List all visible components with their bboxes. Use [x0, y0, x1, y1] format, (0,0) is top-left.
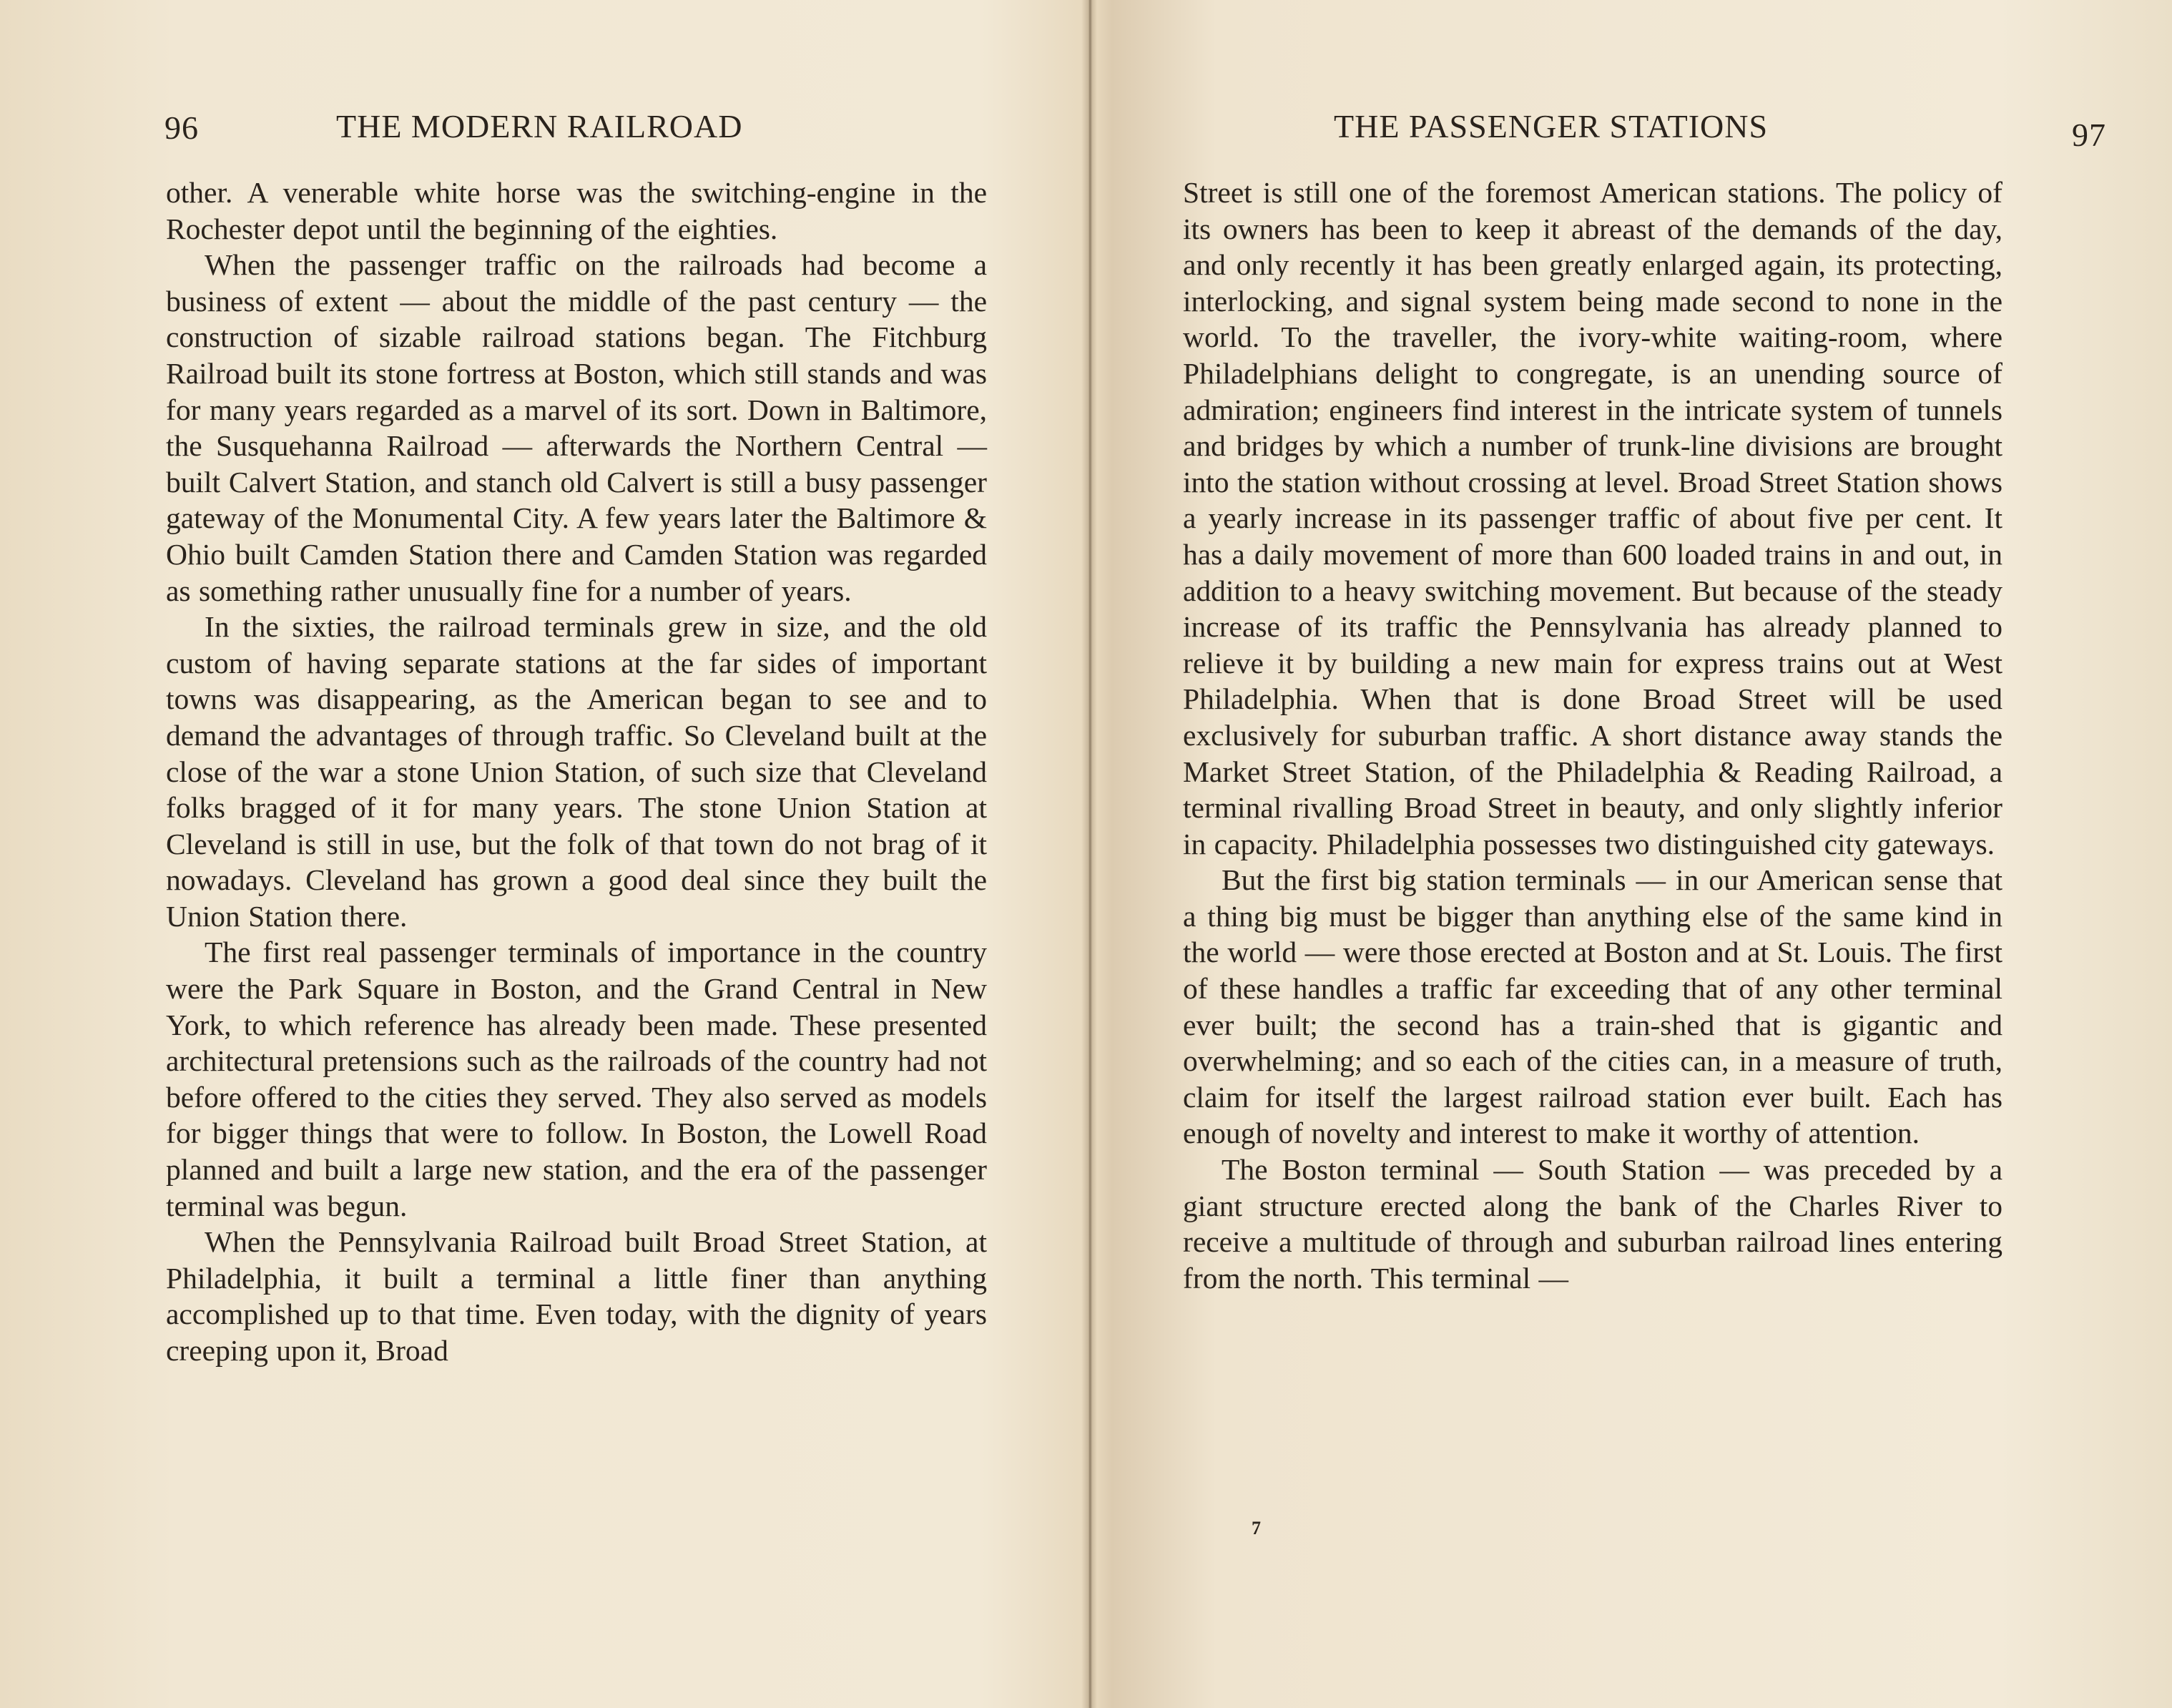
right-page — [1094, 0, 2172, 1708]
left-page — [0, 0, 1083, 1708]
left-paragraph-4: The first real passenger terminals of importance in the country were the Park Square in Boston, and the Grand Central in New York, to which reference has already been made. These presented architectural pretensions such as the railroads of the country had not before offered to the cities they served. They also served as models for bigger things that were to follow. In Boston, the Lowell Road planned and built a large new station, and the era of the passenger terminal was begun. — [166, 936, 987, 1222]
right-paragraph-1: Street is still one of the foremost American stations. The policy of its owners has been to keep it abreast of the demands of the day, and only recently it has been greatly enlarged again, its protecting, interlocking, and signal system being made second to none in the world. To the traveller, the ivory-white waiting-room, where Philadelphians delight to congregate, is an unending source of admiration; engineers find interest in the intricate system of tunnels and bridges by which a number of trunk-line divisions are brought into the station without crossing at level. Broad Street Station shows a yearly increase in its passenger traffic of about five per cent. It has a daily movement of more than 600 loaded trains in and out, in addition to a heavy switching movement. But because of the steady increase of its traffic the Pennsylvania has already planned to relieve it by building a new main for express trains out at West Philadelphia. When that is done Broad Street will be used exclusively for suburban traffic. A short distance away stands the Market Street Station, of the Philadelphia & Reading Railroad, a terminal rivalling Broad Street in beauty, and only slightly inferior in capacity. Philadelphia possesses two distinguished city gateways. — [1183, 176, 2003, 860]
left-paragraph-3: In the sixties, the railroad terminals grew in size, and the old custom of having separate stations at the far sides of important towns was disappearing, as the American began to see and to demand the advantages of through traffic. So Cleveland built at the close of the war a stone Union Station, of such size that Cleveland folks bragged of it for many years. The stone Union Station at Cleveland is still in use, but the folk of that town do not brag of it nowadays. Cleveland has grown a good deal since they built the Union Station there. — [166, 610, 987, 933]
right-page-number: 97 — [2072, 117, 2106, 153]
left-paragraph-5: When the Pennsylvania Railroad built Broad Street Station, at Philadelphia, it built a terminal a little finer than anything accomplished up to that time. Even today, with the dignity of years creeping upon it, Broad — [166, 1225, 987, 1367]
left-running-title: THE MODERN RAILROAD — [336, 108, 743, 144]
left-paragraph-2: When the passenger traffic on the railroads had become a business of extent — about the middle of the past century — the construction of sizable railroad stations began. The Fitchburg Railroad built its stone fortress at Boston, which still stands and was for many years regarded as a marvel of its sort. Down in Baltimore, the Susquehanna Railroad — afterwards the Northern Central — built Calvert Station, and stanch old Calvert is still a busy passenger gateway of the Monumental City. A few years later the Baltimore & Ohio built Camden Station there and Camden Station was regarded as something rather unusually fine for a number of years. — [166, 248, 987, 607]
left-body-text — [166, 175, 987, 1369]
right-running-title: THE PASSENGER STATIONS — [1334, 108, 1769, 144]
signature-mark: 7 — [1252, 1518, 1261, 1538]
right-body-text — [1183, 175, 2003, 1296]
right-paragraph-2: But the first big station terminals — in our American sense that a thing big must be bigger than anything else of the same kind in the world — were those erected at Boston and at St. Louis. The first of these handles a traffic far exceeding that of any other terminal ever built; the second has a train-shed that is gigantic and overwhelming; and so each of the cities can, in a measure of truth, claim for itself the largest railroad station ever built. Each has enough of novelty and interest to make it worthy of attention. — [1183, 863, 2003, 1150]
left-paragraph-1: other. A venerable white horse was the switching-engine in the Rochester depot until the beginning of the eighties. — [166, 176, 987, 245]
right-paragraph-3: The Boston terminal — South Station — was preceded by a giant structure erected along the bank of the Charles River to receive a multitude of through and suburban railroad lines entering from the north. This terminal — — [1183, 1153, 2003, 1295]
left-running-head — [164, 107, 987, 150]
left-page-number: 96 — [164, 109, 199, 146]
right-running-head — [1184, 107, 2106, 153]
